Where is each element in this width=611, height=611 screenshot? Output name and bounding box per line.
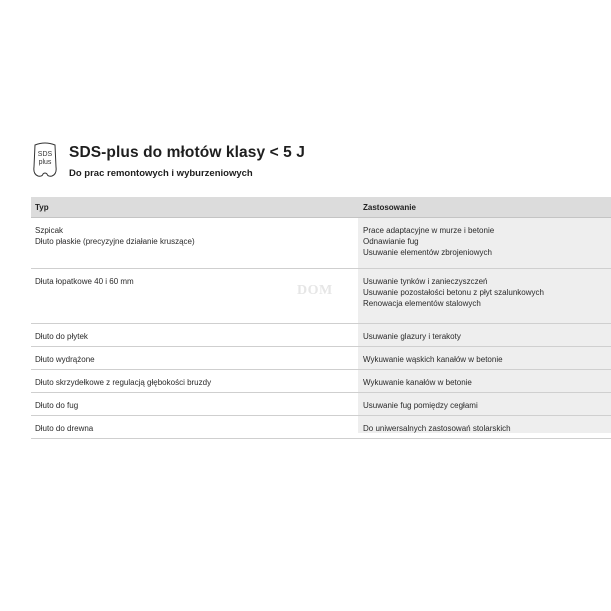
typ-cell	[35, 400, 78, 411]
typ-line: Dłuta łopatkowe 40 i 60 mm	[35, 277, 134, 286]
table-row	[31, 269, 611, 324]
table-header	[31, 197, 611, 218]
page-title: SDS-plus do młotów klasy < 5 J	[69, 144, 305, 161]
typ-line: Dłuto do płytek	[35, 332, 88, 341]
column-header-typ: Typ	[35, 203, 49, 212]
table-row	[31, 393, 611, 416]
table-row	[31, 324, 611, 347]
zastosowanie-cell	[363, 331, 461, 342]
zastosowanie-line: Usuwanie tynków i zanieczyszczeń	[363, 277, 488, 286]
typ-line: Dłuto wydrążone	[35, 355, 95, 364]
zastosowanie-cell	[363, 400, 478, 411]
table-body	[31, 218, 611, 439]
typ-cell	[35, 225, 195, 247]
zastosowanie-line: Wykuwanie wąskich kanałów w betonie	[363, 355, 503, 364]
zastosowanie-cell	[363, 276, 544, 309]
zastosowanie-line: Do uniwersalnych zastosowań stolarskich	[363, 424, 511, 433]
typ-line: Dłuto do drewna	[35, 424, 94, 433]
column-header-zastosowanie: Zastosowanie	[363, 203, 416, 212]
typ-cell	[35, 423, 93, 434]
zastosowanie-cell	[363, 423, 511, 434]
typ-cell	[35, 377, 211, 388]
typ-line: Dłuto do fug	[35, 401, 79, 410]
typ-line: Dłuto płaskie (precyzyjne działanie kruszące)	[35, 237, 195, 246]
zastosowanie-cell	[363, 354, 503, 365]
table-row	[31, 218, 611, 269]
zastosowanie-line: Usuwanie elementów zbrojeniowych	[363, 248, 492, 257]
table-row	[31, 370, 611, 393]
typ-cell	[35, 331, 88, 342]
logo-text-plus: plus	[38, 159, 52, 166]
typ-line: Szpicak	[35, 226, 64, 235]
typ-cell	[35, 354, 95, 365]
zastosowanie-line: Usuwanie glazury i terakoty	[363, 332, 461, 341]
zastosowanie-line: Prace adaptacyjne w murze i betonie	[363, 226, 495, 235]
section-header	[31, 140, 591, 190]
sds-plus-logo-icon	[31, 141, 59, 179]
zastosowanie-line: Odnawianie fug	[363, 237, 419, 246]
zastosowanie-line: Renowacja elementów stalowych	[363, 299, 481, 308]
chisel-table	[31, 197, 611, 439]
watermark: DOM	[297, 283, 333, 298]
zastosowanie-line: Wykuwanie kanałów w betonie	[363, 378, 472, 387]
logo-text-sds: SDS	[37, 151, 53, 158]
zastosowanie-cell	[363, 377, 472, 388]
table-row	[31, 416, 611, 439]
page-subtitle: Do prac remontowych i wyburzeniowych	[69, 168, 253, 179]
typ-cell	[35, 276, 134, 287]
zastosowanie-line: Usuwanie fug pomiędzy cegłami	[363, 401, 478, 410]
typ-line: Dłuto skrzydełkowe z regulacją głębokości bruzdy	[35, 378, 212, 387]
zastosowanie-line: Usuwanie pozostałości betonu z płyt szalunkowych	[363, 288, 544, 297]
table-row	[31, 347, 611, 370]
zastosowanie-cell	[363, 225, 494, 258]
